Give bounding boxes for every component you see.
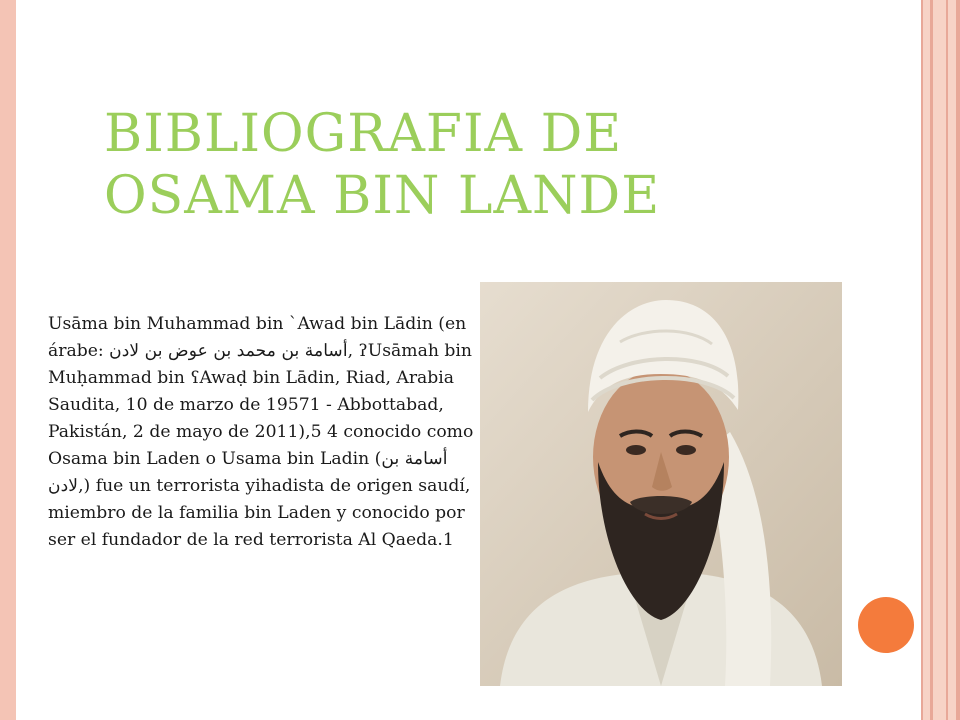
orange-circle-decoration: [858, 597, 914, 653]
right-decorative-band: [921, 0, 960, 720]
left-decorative-bar: [0, 0, 16, 720]
right-stripe: [956, 0, 960, 720]
slide-title: BIBLIOGRAFIA DE OSAMA BIN LANDE: [104, 104, 661, 226]
body-paragraph: Usāma bin Muhammad bin `Awad bin Lādin (en árabe: أسامة بن محمد بن عوض بن لادن, ʔUsāmah bin Muḥammad bin ʕAwaḍ bin Lādin, Riad, Arabia Saudita, 10 de marzo de 19571 - Abbottabad, Pakistán, 2 de mayo de 2011),5 4 conocido como Osama bin Laden o Usama bin Ladin (أسامة بن لادن,) fue un terrorista yihadista de origen saudí, miembro de la familia bin Laden y conocido por ser el fundador de la red terrorista Al Qaeda.1: [48, 314, 474, 550]
right-stripe: [946, 0, 948, 720]
portrait-photo: [480, 282, 842, 686]
right-stripe: [930, 0, 933, 720]
right-stripe: [921, 0, 923, 720]
portrait-illustration: [480, 282, 842, 686]
